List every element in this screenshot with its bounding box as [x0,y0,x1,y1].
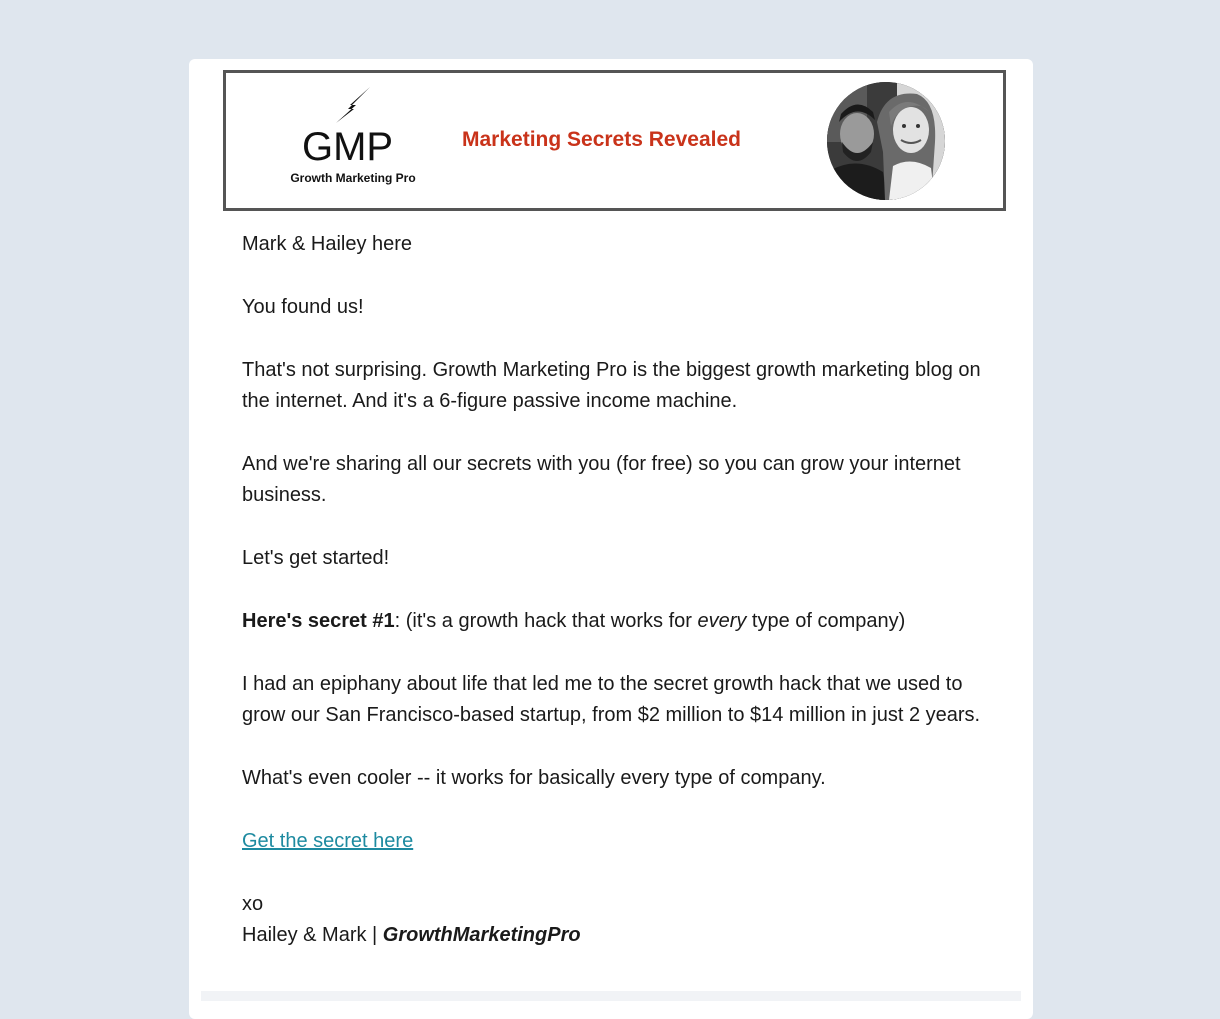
lightning-bolt-icon [332,85,372,125]
paragraph-found-us: You found us! [242,296,364,318]
founders-photo-graphic [827,82,945,200]
greeting: Mark & Hailey here [242,233,413,255]
paragraph-link [242,826,1002,857]
secret-lead: Here's secret #1 [242,610,395,632]
logo-mark: GMP [302,125,394,169]
signature-names: Hailey & Mark | [242,924,383,946]
paragraph-secret-one [242,606,1002,637]
email-card [189,59,1033,1019]
secret-text-b: type of company) [746,610,906,632]
signoff: xo [242,893,264,915]
email-body [242,229,1002,951]
paragraph-even-cooler: What's even cooler -- it works for basically every type of company. [242,767,826,789]
email-banner [223,70,1006,211]
signature-brand: GrowthMarketingPro [382,924,581,946]
paragraph-biggest-blog: That's not surprising. Growth Marketing Pro is the biggest growth marketing blog on the internet. And it's a 6-figure passive income machine. [242,359,981,412]
secret-emphasis: every [697,610,747,632]
signature [242,920,1002,951]
logo-subtitle: Growth Marketing Pro [290,171,416,185]
gmp-logo[interactable] [282,85,424,195]
paragraph-get-started: Let's get started! [242,547,390,569]
get-secret-link[interactable]: Get the secret here [242,830,414,852]
founders-photo [827,82,945,200]
banner-title: Marketing Secrets Revealed [462,128,741,151]
secret-text-a: : (it's a growth hack that works for [394,610,698,632]
paragraph-sharing-secrets: And we're sharing all our secrets with you (for free) so you can grow your internet business. [242,453,961,506]
paragraph-epiphany: I had an epiphany about life that led me to the secret growth hack that we used to grow our San Francisco-based startup, from $2 million to $14 million in just 2 years. [242,673,981,726]
